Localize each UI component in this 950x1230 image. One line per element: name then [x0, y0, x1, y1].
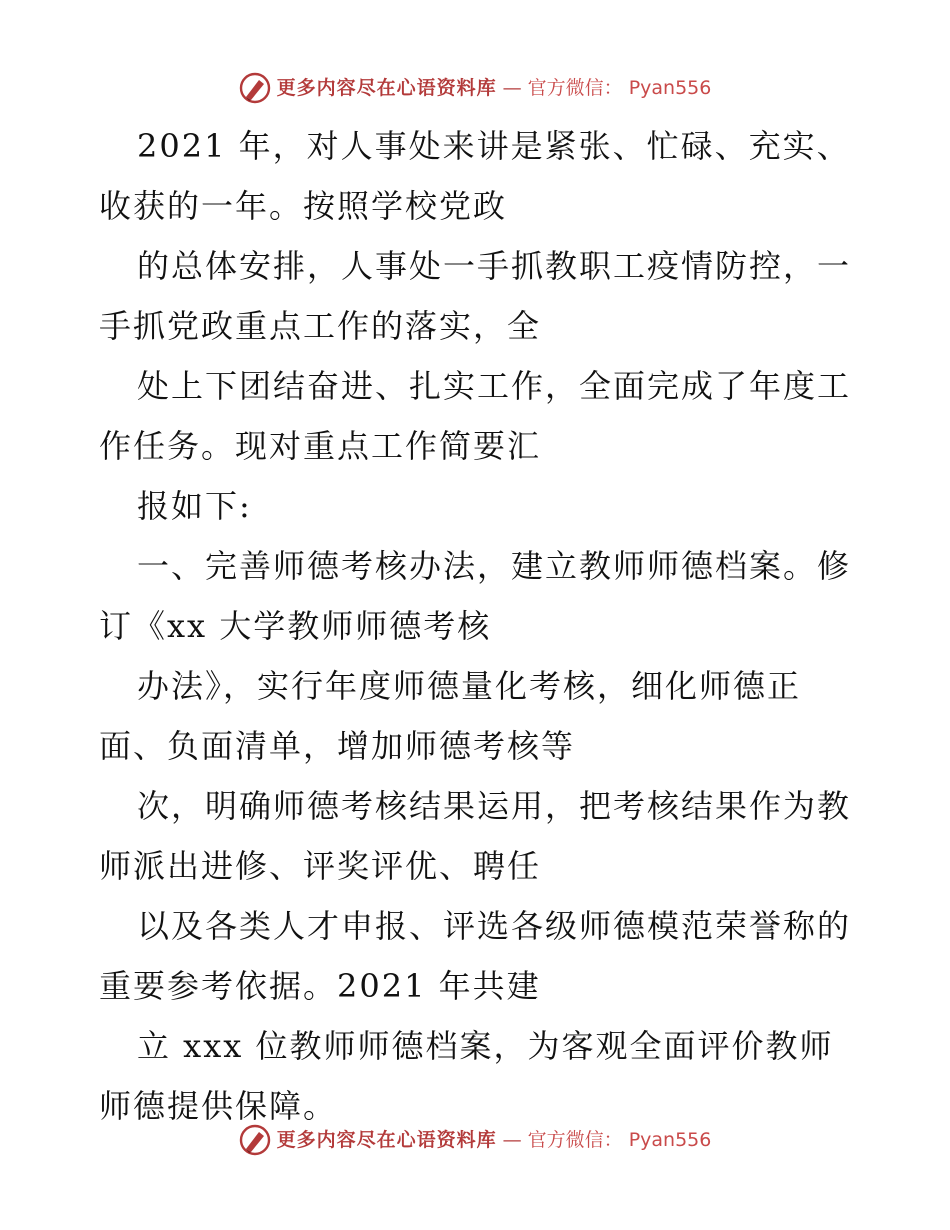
watermark-label: 官方微信：	[527, 77, 623, 99]
watermark-wechat-id: Pyan556	[628, 1129, 712, 1151]
body-line: 面、负面清单，增加师德考核等	[99, 727, 576, 765]
body-line: 师派出进修、评奖评优、聘任	[99, 847, 542, 885]
watermark-wechat-id: Pyan556	[628, 77, 712, 99]
body-line: 一、完善师德考核办法，建立教师师德档案。修	[137, 547, 852, 585]
watermark-brand: 更多内容尽在心语资料库	[276, 1129, 497, 1151]
footer-watermark	[0, 1124, 950, 1156]
body-line: 重要参考依据。2021 年共建	[99, 967, 541, 1005]
watermark-brand: 更多内容尽在心语资料库	[276, 77, 497, 99]
header-watermark	[0, 72, 950, 104]
body-line: 处上下团结奋进、扎实工作，全面完成了年度工	[137, 367, 852, 405]
body-line: 立 xxx 位教师师德档案，为客观全面评价教师	[137, 1027, 834, 1065]
body-line: 次，明确师德考核结果运用，把考核结果作为教	[137, 787, 852, 825]
body-line: 办法》，实行年度师德量化考核，细化师德正	[137, 667, 802, 705]
watermark-label: 官方微信：	[527, 1129, 623, 1151]
watermark-dash: —	[502, 1129, 522, 1151]
body-line: 作任务。现对重点工作简要汇	[99, 427, 542, 465]
body-line: 师德提供保障。	[99, 1087, 338, 1125]
pen-logo-icon	[239, 72, 271, 104]
body-line: 以及各类人才申报、评选各级师德模范荣誉称的	[137, 907, 852, 945]
body-line: 报如下:	[137, 487, 252, 525]
body-line: 2021 年，对人事处来讲是紧张、忙碌、充实、	[137, 127, 851, 165]
body-line: 手抓党政重点工作的落实，全	[99, 307, 542, 345]
body-line: 的总体安排，人事处一手抓教职工疫情防控，一	[137, 247, 852, 285]
pen-logo-icon	[239, 1124, 271, 1156]
watermark-dash: —	[502, 77, 522, 99]
body-line: 订《xx 大学教师师德考核	[99, 607, 492, 645]
document-body	[99, 122, 859, 1142]
body-line: 收获的一年。按照学校党政	[99, 187, 508, 225]
